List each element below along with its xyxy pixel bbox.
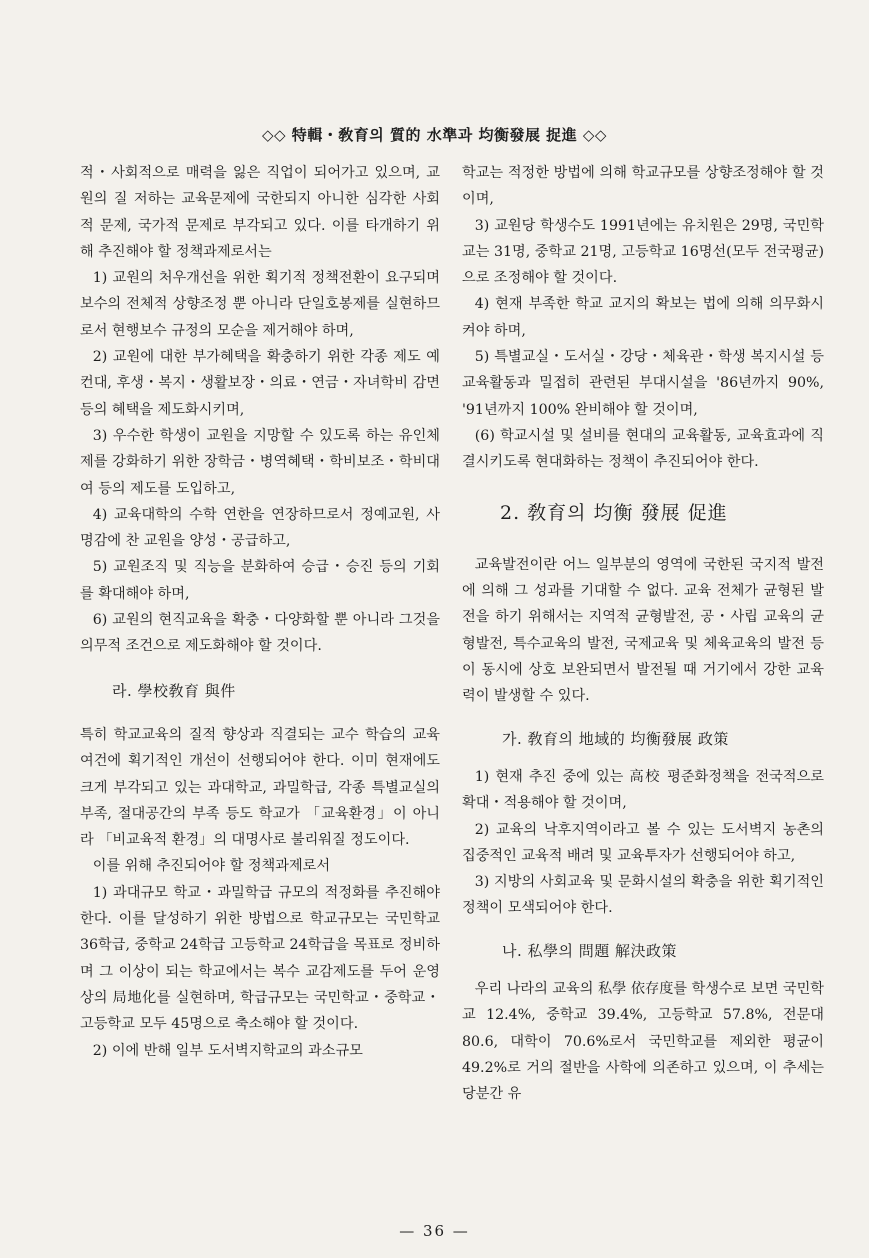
list-item: 4) 교육대학의 수학 연한을 연장하므로서 정예교원, 사명감에 찬 교원을 양성・공급하고, (80, 506, 440, 550)
list-item: 6) 교원의 현직교육을 확충・다양화할 뿐 아니라 그것을 의무적 조건으로 제도화해야 할 것이다. (80, 612, 440, 655)
balance-paragraph: 교육발전이란 어느 일부분의 영역에 국한된 국지적 발전에 의해 그 성과를 기대할 수 없다. 교육 전체가 균형된 발전을 하기 위해서는 지역적 균형발전, 공・사립 교육의 균형발전, 특수교육의 발전, 국제교육 및 체육교육의 발전 등이 동시에 상호 보완되면서 발전될 때 거기에서 강한 교육력이 발생할 수 있다. (462, 556, 824, 705)
right-column (462, 160, 824, 1108)
list-item: 2) 교원에 대한 부가혜택을 확충하기 위한 각종 제도 예컨대, 후생・복지・생활보장・의료・연금・자녀학비 감면 등의 혜택을 제도화시키며, (80, 349, 440, 418)
list-item: 2) 교육의 낙후지역이라고 볼 수 있는 도서벽지 농촌의 집중적인 교육적 배려 및 교육투자가 선행되어야 하고, (462, 821, 824, 864)
tasks-paragraph: 이를 위해 추진되어야 할 정책과제로서 (92, 858, 331, 875)
list-item: 1) 과대규모 학교・과밀학급 규모의 적정화를 추진해야 한다. 이를 달성하기 위한 방법으로 학교규모는 국민학교 36학급, 중학교 24학급 고등학교 24학급을 목표로 정비하며 그 이상이 되는 학교에서는 복수 교감제도를 두어 운영상의 局地化를 실현하며, 학급규모는 국민학교・중학교・고등학교 모두 45명으로 축소해야 할 것이다. (80, 884, 440, 1033)
section-heading-school: 라. 學校敎育 與件 (112, 681, 236, 700)
list-item: 4) 현재 부족한 학교 교지의 확보는 법에 의해 의무화시켜야 하며, (462, 296, 824, 339)
page-number: — 36 — (399, 1222, 470, 1240)
subsection-heading-regional: 가. 敎育의 地域的 均衡發展 政策 (502, 729, 729, 748)
left-column (80, 160, 440, 1064)
list-item: 1) 교원의 처우개선을 위한 획기적 정책전환이 요구되며 보수의 전체적 상향조정 뿐 아니라 단일호봉제를 실현하므로서 현행보수 규정의 모순을 제거해야 하며, (80, 270, 440, 339)
list-item: 1) 현재 추진 중에 있는 高校 평준화정책을 전국적으로 확대・적용해야 할 것이며, (462, 768, 824, 812)
continued-paragraph: 학교는 적정한 방법에 의해 학교규모를 상향조정해야 할 것이며, (462, 165, 824, 208)
running-header: ◇◇ 特輯・敎育의 質的 水準과 均衡發展 捉進 ◇◇ (262, 126, 607, 144)
list-item: 3) 지방의 사회교육 및 문화시설의 확충을 위한 획기적인 정책이 모색되어야 한다. (462, 874, 824, 917)
private-paragraph: 우리 나라의 교육의 私學 依存度를 학생수로 보면 국민학교 12.4%, 중학교 39.4%, 고등학교 57.8%, 전문대 80.6, 대학이 70.6%로서 국민학교를 제외한 평균이 49.2%로 거의 절반을 사학에 의존하고 있으며, 이 추세는 당분간 유 (462, 981, 824, 1103)
list-item: 5) 교원조직 및 직능을 분화하여 승급・승진 등의 기회를 확대해야 하며, (80, 559, 440, 602)
subsection-heading-private: 나. 私學의 問題 解決政策 (502, 941, 678, 960)
list-item: 3) 우수한 학생이 교원을 지망할 수 있도록 하는 유인체제를 강화하기 위한 장학금・병역혜택・학비보조・학비대여 등의 제도를 도입하고, (80, 427, 440, 497)
school-paragraph: 특히 학교교육의 질적 향상과 직결되는 교수 학습의 교육여건에 획기적인 개선이 선행되어야 한다. 이미 현재에도 크게 부각되고 있는 과대학교, 과밀학급, 각종 특별교실의 부족, 절대공간의 부족 등도 학교가 「교육환경」이 아니라 「비교육적 환경」의 대명사로 불리워질 정도이다. (80, 726, 440, 849)
list-item: 3) 교원당 학생수도 1991년에는 유치원은 29명, 국민학교는 31명, 중학교 21명, 고등학교 16명선(모두 전국평균)으로 조정해야 할 것이다. (462, 217, 824, 287)
intro-paragraph: 적・사회적으로 매력을 잃은 직업이 되어가고 있으며, 교원의 질 저하는 교육문제에 국한되지 아니한 심각한 사회적 문제, 국가적 문제로 부각되고 있다. 이를 타개하기 위해 추진해야 할 정책과제로서는 (80, 165, 440, 260)
list-item: 5) 특별교실・도서실・강당・체육관・학생 복지시설 등 교육활동과 밀접히 관련된 부대시설을 '86년까지 90%, '91년까지 100% 완비해야 할 것이며, (462, 349, 824, 418)
list-item: 2) 이에 반해 일부 도서벽지학교의 과소규모 (92, 1042, 363, 1059)
list-item: (6) 학교시설 및 설비를 현대의 교육활동, 교육효과에 직결시키도록 현대화하는 정책이 추진되어야 한다. (462, 427, 824, 471)
section-title-balance: 2. 敎育의 均衡 發展 促進 (500, 501, 728, 524)
